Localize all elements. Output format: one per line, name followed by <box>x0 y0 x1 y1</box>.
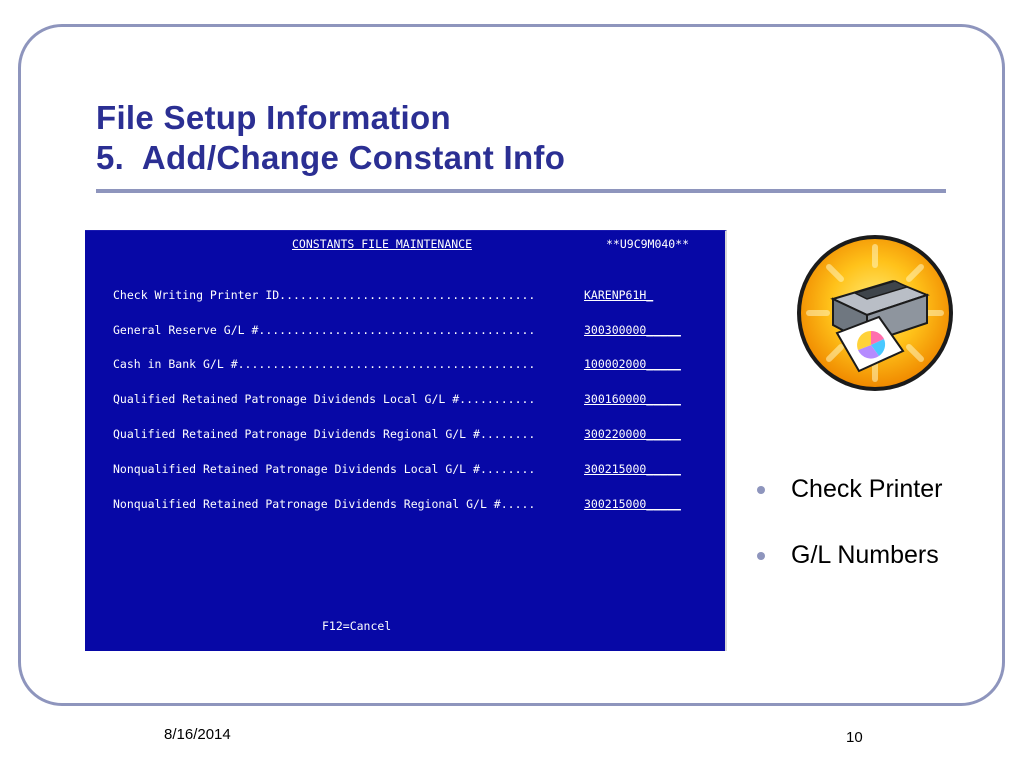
bullet-text: Check Printer <box>791 475 943 503</box>
field-label-printer-id: Check Writing Printer ID..................................... <box>113 288 536 302</box>
field-input-printer-id[interactable]: KARENP61H_ <box>584 288 654 302</box>
title-divider <box>96 189 946 193</box>
terminal-header: CONSTANTS FILE MAINTENANCE <box>292 237 473 251</box>
footer-date: 8/16/2014 <box>164 726 231 743</box>
field-input-nonqualified-local[interactable]: 300215000_____ <box>584 462 681 476</box>
footer-page-number: 10 <box>846 729 863 746</box>
field-label-nonqualified-local: Nonqualified Retained Patronage Dividends Local G/L #........ <box>113 462 536 476</box>
bullet-dot <box>757 486 765 494</box>
function-key-cancel[interactable]: F12=Cancel <box>322 619 392 633</box>
field-input-cash-in-bank[interactable]: 100002000_____ <box>584 357 681 371</box>
title-line-2: 5. Add/Change Constant Info <box>96 139 566 176</box>
field-label-general-reserve: General Reserve G/L #........................................ <box>113 323 536 337</box>
title-line-1: File Setup Information <box>96 99 451 136</box>
printer-icon <box>795 233 955 393</box>
terminal-screen <box>85 230 727 651</box>
field-input-qualified-local[interactable]: 300160000_____ <box>584 392 681 406</box>
field-input-qualified-regional[interactable]: 300220000_____ <box>584 427 681 441</box>
bullet-dot <box>757 552 765 560</box>
field-label-qualified-local: Qualified Retained Patronage Dividends Local G/L #........... <box>113 392 536 406</box>
field-input-nonqualified-regional[interactable]: 300215000_____ <box>584 497 681 511</box>
field-input-general-reserve[interactable]: 300300000_____ <box>584 323 681 337</box>
bullet-text: G/L Numbers <box>791 541 939 569</box>
field-label-cash-in-bank: Cash in Bank G/L #........................................... <box>113 357 536 371</box>
slide-title <box>96 98 565 178</box>
field-label-qualified-regional: Qualified Retained Patronage Dividends Regional G/L #........ <box>113 427 536 441</box>
field-label-nonqualified-regional: Nonqualified Retained Patronage Dividends Regional G/L #..... <box>113 497 536 511</box>
terminal-program-id: **U9C9M040** <box>606 237 690 251</box>
